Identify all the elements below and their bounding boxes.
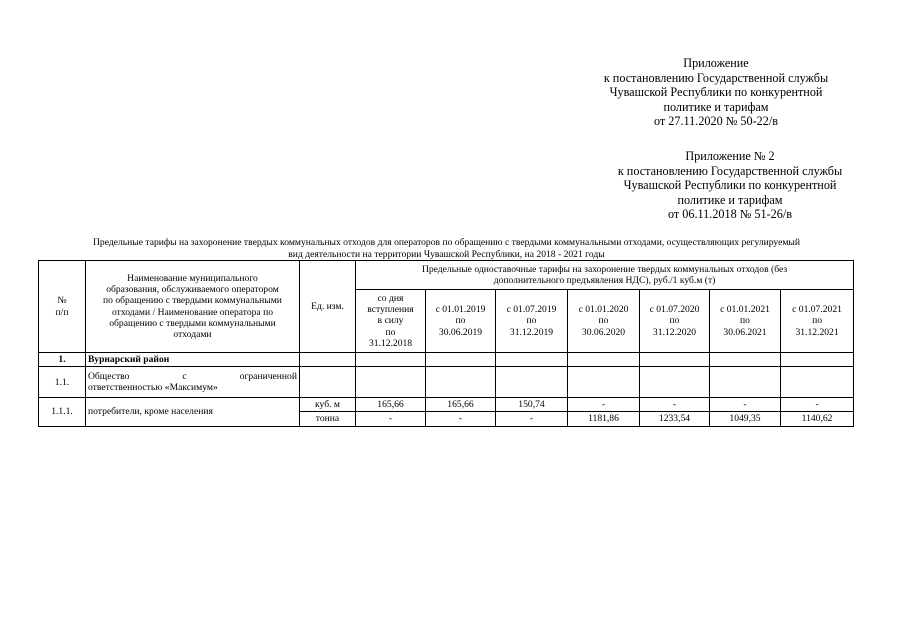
appendix-2-line: Чувашской Республики по конкурентной	[623, 178, 837, 193]
empty-cell	[781, 367, 854, 398]
appendix-2-line: от 06.11.2018 № 51-26/в	[668, 207, 792, 222]
header-period-6	[710, 290, 781, 353]
value-cell: 1233,54	[640, 412, 710, 426]
appendix-2-line: к постановлению Государственной службы	[617, 163, 843, 178]
appendix-1-line: Приложение	[683, 56, 749, 70]
appendix-1-line: к постановлению Государственной службы	[603, 70, 829, 85]
appendix-1-header	[585, 56, 847, 129]
tariff-table	[38, 260, 854, 427]
header-row-1	[39, 261, 854, 290]
empty-cell	[426, 353, 496, 367]
unit-cell: куб. м	[300, 398, 356, 412]
period-line: 31.12.2021	[795, 326, 839, 338]
header-period-3	[496, 290, 568, 353]
value-cell: 165,66	[426, 398, 496, 412]
header-period-1	[356, 290, 426, 353]
value-cell: -	[496, 412, 568, 426]
header-tariffs-group	[356, 261, 854, 290]
header-name-line: обращению с твердыми коммунальными	[109, 317, 276, 329]
empty-cell	[568, 367, 640, 398]
period-line: с 01.01.2020	[578, 304, 629, 316]
unit-cell: тонна	[300, 412, 356, 426]
empty-cell	[781, 353, 854, 367]
district-row	[39, 353, 854, 367]
header-period-5	[640, 290, 710, 353]
header-tariffs-line: дополнительного предъявления НДС), руб./1 куб.м (т)	[493, 275, 716, 286]
header-num-line: №	[57, 295, 67, 307]
header-period-2	[426, 290, 496, 353]
appendix-1-line: от 27.11.2020 № 50-22/в	[654, 114, 778, 129]
period-line: по	[598, 315, 609, 327]
value-cell: 165,66	[356, 398, 426, 412]
period-line: 30.06.2021	[723, 326, 767, 338]
period-line: с 01.01.2021	[720, 304, 770, 316]
operator-name-line-2: ответственностью «Максимум»	[88, 382, 218, 394]
empty-cell	[710, 353, 781, 367]
header-name-line: отходами	[173, 328, 212, 340]
district-num: 1.	[39, 353, 86, 367]
header-name-cell	[86, 261, 300, 353]
empty-cell	[568, 353, 640, 367]
empty-cell	[496, 367, 568, 398]
value-cell: -	[710, 398, 781, 412]
operator-row	[39, 367, 854, 398]
value-cell: 1049,35	[710, 412, 781, 426]
value-cell: -	[640, 398, 710, 412]
period-line: 30.06.2019	[438, 326, 483, 338]
header-num-line: п/п	[55, 306, 69, 318]
empty-cell	[710, 367, 781, 398]
appendix-2-line: политике и тарифам	[677, 192, 783, 207]
operator-name-line-1: Общество с ограниченной	[88, 371, 297, 382]
period-line: с 01.07.2020	[649, 304, 700, 316]
value-cell: -	[356, 412, 426, 426]
period-line: по	[526, 315, 537, 327]
header-period-7	[781, 290, 854, 353]
header-name-line: по обращению с твердыми коммунальными	[103, 295, 282, 307]
value-cell: 1140,62	[781, 412, 854, 426]
period-line: 30.06.2020	[581, 326, 626, 338]
header-num-cell	[39, 261, 86, 353]
period-line: по	[385, 326, 396, 338]
period-line: с 01.07.2019	[506, 304, 557, 316]
value-cell: 150,74	[496, 398, 568, 412]
empty-cell	[426, 367, 496, 398]
period-line: со дня	[377, 292, 404, 304]
appendix-2-line: Приложение № 2	[685, 149, 775, 163]
empty-cell	[300, 367, 356, 398]
period-line: с 01.07.2021	[792, 304, 842, 316]
period-line: 31.12.2018	[368, 337, 413, 349]
document-title	[40, 237, 853, 260]
value-cell: 1181,86	[568, 412, 640, 426]
empty-cell	[300, 353, 356, 367]
empty-cell	[356, 353, 426, 367]
title-line-2: вид деятельности на территории Чувашской Республики, на 2018 - 2021 годы	[288, 248, 605, 260]
district-name: Вурнарский район	[86, 353, 300, 367]
empty-cell	[496, 353, 568, 367]
period-line: 31.12.2020	[652, 326, 697, 338]
appendix-1-line: политике и тарифам	[663, 99, 769, 114]
empty-cell	[640, 353, 710, 367]
empty-cell	[356, 367, 426, 398]
operator-num: 1.1.	[39, 367, 86, 398]
period-line: по	[740, 315, 750, 327]
value-cell: -	[781, 398, 854, 412]
period-line: в силу	[377, 315, 404, 327]
title-line-1: Предельные тарифы на захоронение твердых коммунальных отходов для операторов по обращению с твердыми коммунальными отходами, осуществляющих регулируемый	[92, 237, 801, 248]
header-name-line: образования, обслуживаемого оператором	[106, 284, 279, 296]
period-line: по	[455, 315, 466, 327]
empty-cell	[640, 367, 710, 398]
appendix-1-line: Чувашской Республики по конкурентной	[609, 85, 823, 100]
appendix-2-header	[595, 149, 865, 222]
period-line: по	[669, 315, 680, 327]
value-cell: -	[426, 412, 496, 426]
period-line: вступления	[367, 304, 414, 316]
consumer-name: потребители, кроме населения	[86, 398, 300, 426]
header-unit-cell: Ед. изм.	[300, 261, 356, 353]
consumer-row-m3	[39, 398, 854, 412]
header-tariffs-line: Предельные одноставочные тарифы на захоронение твердых коммунальных отходов (без	[421, 263, 788, 275]
period-line: по	[812, 315, 822, 327]
operator-name	[86, 367, 300, 398]
value-cell: -	[568, 398, 640, 412]
period-line: с 01.01.2019	[435, 304, 486, 316]
header-name-line: Наименование муниципального	[127, 272, 258, 284]
period-line: 31.12.2019	[509, 326, 554, 338]
header-name-line: отходами / Наименование оператора по	[111, 306, 274, 318]
header-period-4	[568, 290, 640, 353]
consumer-num: 1.1.1.	[39, 398, 86, 426]
